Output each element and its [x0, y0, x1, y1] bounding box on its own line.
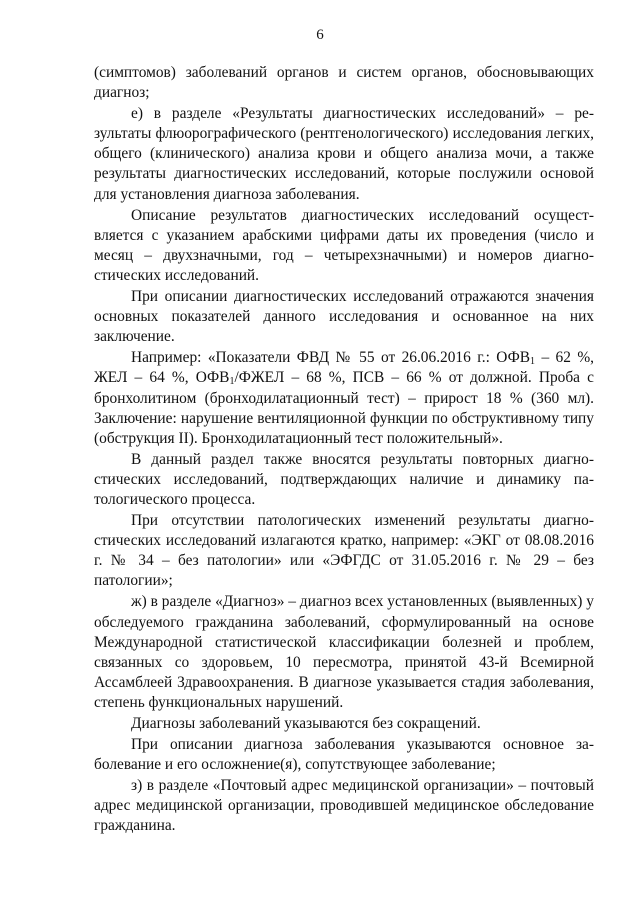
- paragraph-repeat-studies: В данный раздел также вносятся результаты повторных диагностических исследований, подтверждающих наличие и динамику патологического процесса.: [94, 450, 594, 508]
- paragraph-diagnosis-section: ж) в разделе «Диагноз» – диагноз всех установленных (выявленных) у обследуемого гражданина заболеваний, сформулированный на основе Международной статистической классификации болезней и проблем, связанных со здоровьем, 10 пересмотра, принятой 43-й Всемирной Ассамблеей Здравоохранения. В диагнозе указывается стадия заболевания, степень функциональных нарушений.: [94, 593, 594, 711]
- subscript-2: 1: [229, 376, 235, 388]
- subscript-1: 1: [530, 356, 536, 368]
- paragraph-no-pathology: При отсутствии патологических изменений результаты диагностических исследований излагаются кратко, например: «ЭКГ от 08.08.2016 г. № 34 – без патологии» или «ЭФГДС от 31.05.2016 г. № 29 – без патологии»;: [94, 512, 594, 590]
- paragraph-example-fvd: [94, 348, 594, 448]
- paragraph-diagnostic-results-section: е) в разделе «Результаты диагностических исследований» – результаты флюорографического (рентгенологического) исследования легких, общего (клинического) анализа крови и общего анализа мочи, а также результаты диагностических исследований, которые послужили основой для установления диагноза заболевания.: [94, 105, 594, 203]
- example-text-part-1: Например: «Показатели ФВД № 55 от 26.06.2016 г.: ОФВ: [131, 349, 531, 367]
- example-text-part-3: /ФЖЕЛ – 68 %, ПСВ – 66 % от должной. Проба с бронхолитином (бронходилатационный тест) – прирост 18 % (360 мл). Заключение: нарушение вентиляционной функции по обструктивному типу (обструкция II). Бронходилатационный тест положительный».: [94, 369, 594, 447]
- paragraph-no-abbreviations: Диагнозы заболеваний указываются без сокращений.: [131, 715, 481, 732]
- paragraph-indicators-description: При описании диагностических исследований отражаются значения основных показателей данного исследования и основанное на них заключение.: [94, 288, 594, 346]
- paragraph-diagnosis-description: При описании диагноза заболевания указываются основное заболевание и его осложнение(я), сопутствующее заболевание;: [94, 736, 594, 774]
- paragraph-symptoms-continuation: (симптомов) заболеваний органов и систем органов, обосновывающих диагноз;: [94, 64, 594, 102]
- document-body: [94, 63, 594, 838]
- paragraph-postal-address-section: з) в разделе «Почтовый адрес медицинской организации» – почтовый адрес медицинской организации, проводившей медицинское обследование гражданина.: [94, 777, 594, 835]
- paragraph-results-description: Описание результатов диагностических исследований осуществляется с указанием арабскими цифрами даты их проведения (число и месяц – двухзначными, год – четырехзначными) и номеров диагностических исследований.: [94, 206, 594, 284]
- page-number: 6: [316, 27, 324, 43]
- example-text-part-2: – 62 %, ЖЕЛ – 64 %, ОФВ: [94, 349, 594, 387]
